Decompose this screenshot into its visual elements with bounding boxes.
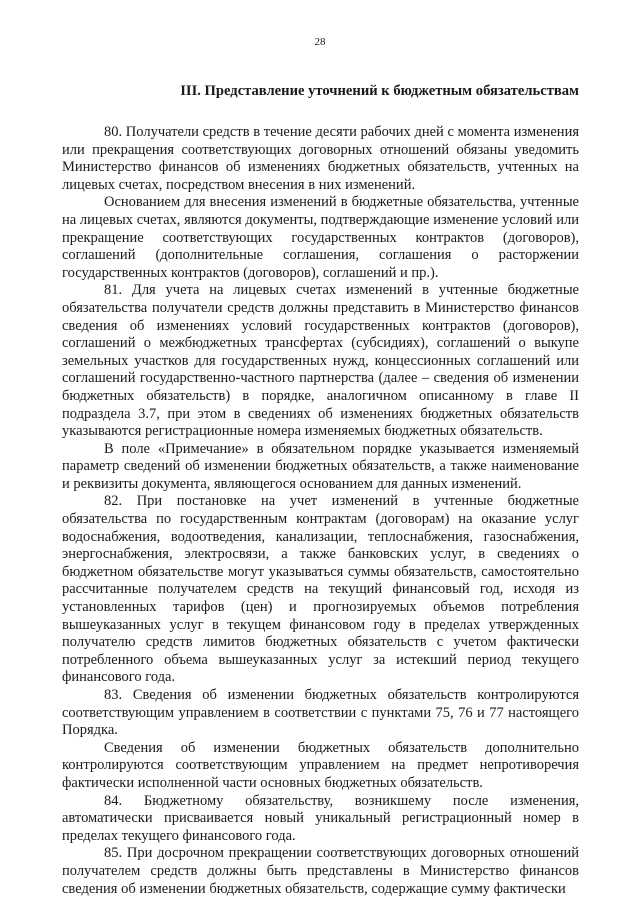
page-number: 28 [314,36,326,48]
paragraph-80: 80. Получатели средств в течение десяти рабочих дней с момента изменения или прекращения соответствующих договорных отношений обязаны уведомить Министерство финансов об изменениях бюджетных обязательств, учтенных на лицевых счетах, посредством внесения в них изменений. [62,124,579,193]
paragraph-82: 82. При постановке на учет изменений в учтенные бюджетные обязательства по государственным контрактам (договорам) на оказание услуг водоснабжения, водоотведения, канализации, теплоснабжения, газоснабжения, энергоснабжения, электросвязи, а также банковских услуг, в сведениях о бюджетном обязательстве могут указываться суммы обязательств, самостоятельно рассчитанные получателем средств на текущий финансовый год, исходя из установленных тарифов (цен) и прогнозируемых объемов потребления вышеуказанных услуг в текущем финансовом году в пределах утвержденных получателю средств лимитов бюджетных обязательств с учетом фактически потребленного объема вышеуказанных услуг за истекший период текущего финансового года. [62,493,579,686]
paragraph-85: 85. При досрочном прекращении соответствующих договорных отношений получателем средств должны быть представлены в Министерство финансов сведения об изменении бюджетных обязательств, содержащие сумму фактически [62,845,579,897]
paragraph-81: 81. Для учета на лицевых счетах изменений в учтенные бюджетные обязательства получатели средств должны представить в Министерство финансов сведения об изменениях условий государственных контрактов (договоров), соглашений о межбюджетных трансфертах (субсидиях), соглашений о выкупе земельных участков для государственных нужд, концессионных соглашений или соглашений государственно-частного партнерства (далее – сведения об изменении бюджетных обязательств) в порядке, аналогичном описанному в главе II подраздела 3.7, при этом в сведениях об изменениях бюджетных обязательств указываются регистрационные номера изменяемых бюджетных обязательств. [62,282,579,440]
paragraph-80-basis: Основанием для внесения изменений в бюджетные обязательства, учтенные на лицевых счетах, являются документы, подтверждающие изменение условий или прекращение соответствующих государственных контрактов (договоров), соглашений (дополнительные соглашения, соглашения о расторжении государственных контрактов (договоров), соглашений и пр.). [62,194,579,281]
paragraph-84: 84. Бюджетному обязательству, возникшему после изменения, автоматически присваивается новый уникальный регистрационный номер в пределах текущего финансового года. [62,792,579,844]
paragraph-83: 83. Сведения об изменении бюджетных обязательств контролируются соответствующим управлением в соответствии с пунктами 75, 76 и 77 настоящего Порядка. [62,687,579,739]
document-body [62,124,579,898]
section-title: III. Представление уточнений к бюджетным обязательствам [180,83,579,99]
paragraph-83-control: Сведения об изменении бюджетных обязательств дополнительно контролируются соответствующим управлением на предмет непротиворечия фактически исполненной части основных бюджетных обязательств. [62,739,579,791]
paragraph-81-note: В поле «Примечание» в обязательном порядке указывается изменяемый параметр сведений об изменении бюджетных обязательств, а также наименование и реквизиты документа, являющегося основанием для данных изменений. [62,440,579,492]
